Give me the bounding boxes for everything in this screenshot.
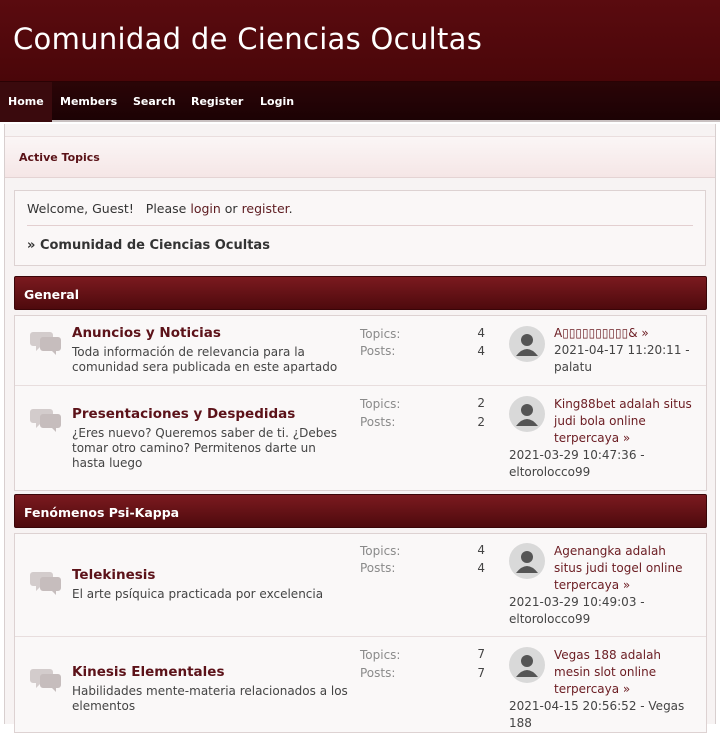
last-post-title[interactable] xyxy=(554,396,699,447)
category-title[interactable]: General xyxy=(24,287,79,302)
last-post-meta xyxy=(509,447,704,481)
topics-label: Topics: xyxy=(360,397,401,411)
last-post-title-line[interactable]: terpercaya » xyxy=(554,578,631,592)
forum-desc-line: hasta luego xyxy=(72,456,143,470)
last-post-author[interactable]: 188 xyxy=(509,716,532,730)
user-silhouette-icon[interactable] xyxy=(509,326,545,362)
last-post-title-line[interactable]: judi bola online xyxy=(554,414,646,428)
topics-label: Topics: xyxy=(360,327,401,341)
topics-count: 2 xyxy=(477,396,485,410)
posts-count: 7 xyxy=(477,666,485,680)
last-post-title-line[interactable]: terpercaya » xyxy=(554,682,631,696)
forum-row xyxy=(15,316,706,386)
last-post-title[interactable] xyxy=(554,543,699,594)
welcome-please: Please xyxy=(145,201,187,216)
forum-description xyxy=(72,587,362,602)
forum-table-general xyxy=(14,315,707,491)
user-silhouette-icon[interactable] xyxy=(509,647,545,683)
last-post-author[interactable]: eltorolocco99 xyxy=(509,465,591,479)
forum-description xyxy=(72,426,362,471)
chat-bubbles-icon xyxy=(31,667,61,691)
chat-bubbles-icon xyxy=(31,407,61,431)
forum-title[interactable]: Telekinesis xyxy=(72,567,156,583)
topics-count: 4 xyxy=(477,543,485,557)
chat-bubbles-icon xyxy=(31,570,61,594)
welcome-divider xyxy=(27,225,693,226)
active-topics-link[interactable]: Active Topics xyxy=(19,151,100,164)
chat-bubbles-icon xyxy=(31,330,61,354)
last-post-meta xyxy=(509,698,704,732)
posts-count: 2 xyxy=(477,415,485,429)
breadcrumb xyxy=(27,238,270,253)
posts-label: Posts: xyxy=(360,415,396,429)
forum-desc-line: comunidad sera publicada en este apartado xyxy=(72,360,338,374)
posts-count: 4 xyxy=(477,561,485,575)
register-link[interactable]: register xyxy=(241,201,289,216)
last-post-title[interactable] xyxy=(554,325,699,342)
topics-count: 7 xyxy=(477,647,485,661)
topics-count: 4 xyxy=(477,326,485,340)
last-post-title-line[interactable]: situs judi togel online xyxy=(554,561,683,575)
posts-label: Posts: xyxy=(360,666,396,680)
nav-members[interactable]: Members xyxy=(60,95,118,108)
last-post-date: 2021-04-15 20:56:52 - Vegas xyxy=(509,699,685,713)
category-header-general xyxy=(14,276,707,310)
forum-description xyxy=(72,684,362,714)
login-link[interactable]: login xyxy=(190,201,221,216)
last-post-author[interactable]: eltorolocco99 xyxy=(509,612,591,626)
site-header xyxy=(0,0,720,82)
breadcrumb-home[interactable]: Comunidad de Ciencias Ocultas xyxy=(39,238,270,253)
active-topics-bar xyxy=(5,136,715,178)
nav-login[interactable]: Login xyxy=(260,95,295,108)
forum-desc-line: El arte psíquica practicada por excelencia xyxy=(72,587,324,601)
topics-label: Topics: xyxy=(360,648,401,662)
welcome-period: . xyxy=(288,201,293,216)
last-post-title-line[interactable]: King88bet adalah situs xyxy=(554,397,692,411)
nav-register[interactable]: Register xyxy=(191,95,244,108)
category-header-psi-kappa xyxy=(14,494,707,528)
last-post-title-line[interactable]: terpercaya » xyxy=(554,431,631,445)
forum-row xyxy=(15,638,706,734)
forum-row xyxy=(15,534,706,637)
last-post-meta xyxy=(554,342,704,376)
site-title[interactable]: Comunidad de Ciencias Ocultas xyxy=(13,22,483,56)
last-post-meta xyxy=(509,594,704,628)
topics-label: Topics: xyxy=(360,544,401,558)
forum-row xyxy=(15,387,706,491)
category-title[interactable]: Fenómenos Psi-Kappa xyxy=(24,505,180,520)
forum-desc-line: Toda información de relevancia para la xyxy=(72,345,305,359)
posts-label: Posts: xyxy=(360,344,396,358)
last-post-author[interactable]: palatu xyxy=(554,360,592,374)
forum-desc-line: ¿Eres nuevo? Queremos saber de ti. ¿Debes xyxy=(72,426,337,440)
breadcrumb-arrow: » xyxy=(27,238,36,253)
main-nav xyxy=(0,82,720,122)
last-post-date: 2021-03-29 10:49:03 - xyxy=(509,595,645,609)
forum-desc-line: elementos xyxy=(72,699,136,713)
forum-desc-line: Habilidades mente-materia relacionados a los xyxy=(72,684,348,698)
nav-search[interactable]: Search xyxy=(133,95,176,108)
forum-title[interactable]: Kinesis Elementales xyxy=(72,664,225,680)
forum-desc-line: tomar otro camino? Permitenos darte un xyxy=(72,441,316,455)
welcome-greeting: Welcome, Guest! xyxy=(27,201,134,216)
main-content xyxy=(4,124,716,730)
last-post-title-line[interactable]: Agenangka adalah xyxy=(554,544,666,558)
welcome-box xyxy=(14,190,706,266)
posts-label: Posts: xyxy=(360,561,396,575)
user-silhouette-icon[interactable] xyxy=(509,543,545,579)
user-silhouette-icon[interactable] xyxy=(509,396,545,432)
last-post-date: 2021-04-17 11:20:11 - xyxy=(554,343,690,357)
nav-home[interactable]: Home xyxy=(0,82,52,122)
welcome-message xyxy=(27,201,293,216)
last-post-title-line[interactable]: A▯▯▯▯▯▯▯▯▯▯& » xyxy=(554,326,649,340)
last-post-title[interactable] xyxy=(554,647,699,698)
forum-title[interactable]: Presentaciones y Despedidas xyxy=(72,406,296,422)
welcome-or: or xyxy=(224,201,238,216)
forum-title[interactable]: Anuncios y Noticias xyxy=(72,325,221,341)
last-post-title-line[interactable]: mesin slot online xyxy=(554,665,657,679)
forum-table-psi-kappa xyxy=(14,533,707,733)
posts-count: 4 xyxy=(477,344,485,358)
last-post-date: 2021-03-29 10:47:36 - xyxy=(509,448,645,462)
forum-description xyxy=(72,345,362,375)
last-post-title-line[interactable]: Vegas 188 adalah xyxy=(554,648,662,662)
